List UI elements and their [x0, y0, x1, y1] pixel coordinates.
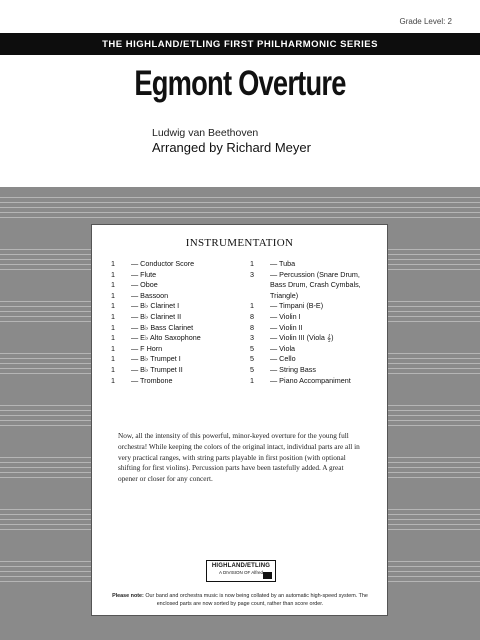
- instrument-item: [111, 365, 241, 376]
- instrument-item: [111, 376, 241, 387]
- instrument-item: [250, 270, 375, 302]
- staff-line: [0, 202, 480, 203]
- instrument-item: [250, 376, 375, 387]
- instrument-qty: 1: [111, 280, 115, 290]
- instrument-name: — String Bass: [270, 364, 316, 374]
- instrument-item: [111, 280, 241, 291]
- instrument-qty: 5: [250, 354, 254, 364]
- instrument-qty: 5: [250, 343, 254, 353]
- instrument-qty: 1: [250, 301, 254, 311]
- note-label: Please note:: [112, 593, 144, 599]
- instrument-name: — B♭ Clarinet I: [131, 301, 180, 311]
- instrument-qty: 1: [111, 343, 115, 353]
- composer: Ludwig van Beethoven: [152, 127, 259, 139]
- instrument-qty: 1: [111, 322, 115, 332]
- instrument-item: [250, 259, 375, 270]
- instrument-qty: 1: [111, 301, 115, 311]
- instrument-name: — B♭ Trumpet I: [131, 354, 181, 364]
- instrument-name: — Violin I: [270, 311, 301, 321]
- instrument-name: — Violin II: [270, 322, 303, 332]
- instrument-qty: 1: [111, 375, 115, 385]
- instrument-name: — Viola: [270, 343, 296, 353]
- instrument-name: — Bassoon: [131, 290, 169, 300]
- instrument-name: — Conductor Score: [131, 259, 195, 268]
- instrument-name: — Percussion (Snare Drum, Bass Drum, Crash Cymbals, Triangle): [270, 269, 361, 300]
- instrument-name: — B♭ Bass Clarinet: [131, 322, 194, 332]
- instrument-item: [250, 323, 375, 334]
- instrument-qty: 1: [111, 364, 115, 374]
- instrument-qty: 8: [250, 322, 254, 332]
- staff-line: [0, 217, 480, 218]
- instrument-name: — Flute: [131, 269, 157, 279]
- page-title: Egmont Overture: [134, 64, 346, 103]
- alfred-mark-icon: [263, 572, 272, 579]
- instrument-qty: 1: [111, 333, 115, 343]
- instrument-item: [111, 270, 241, 281]
- logo-division: A DIVISION OF Alfred: [218, 570, 263, 575]
- instrument-item: [111, 333, 241, 344]
- instrument-name: — Tuba: [270, 259, 296, 268]
- instrument-qty: 3: [250, 333, 254, 343]
- instrument-qty: 3: [250, 269, 254, 279]
- instrument-name: — B♭ Clarinet II: [131, 311, 182, 321]
- staff-line: [0, 197, 480, 198]
- instrument-name: — F Horn: [131, 343, 163, 353]
- staff-line: [0, 207, 480, 208]
- instrument-qty: 1: [111, 290, 115, 300]
- instrument-name: — Piano Accompaniment: [270, 375, 351, 385]
- instrument-item: [111, 323, 241, 334]
- instrument-name: — Cello: [270, 354, 296, 364]
- instrumentation-heading: INSTRUMENTATION: [185, 237, 294, 249]
- instrument-name: — Oboe: [131, 280, 158, 290]
- instrument-item: [111, 354, 241, 365]
- instrument-item: [250, 354, 375, 365]
- instrument-qty: 1: [111, 259, 115, 268]
- instrument-list-right: [250, 259, 375, 386]
- instrument-name: — Violin III (Viola 𝄞): [270, 333, 334, 343]
- instrument-qty: 1: [250, 259, 254, 268]
- instrument-item: [250, 365, 375, 376]
- instrument-qty: 1: [250, 375, 254, 385]
- instrument-item: [250, 333, 375, 344]
- instrument-item: [250, 301, 375, 312]
- instrument-item: [111, 312, 241, 323]
- series-banner: THE HIGHLAND/ETLING FIRST PHILHARMONIC SERIES: [0, 33, 480, 55]
- instrument-item: [250, 344, 375, 355]
- note-text: Our band and orchestra music is now being collated by an automatic high-speed system. The enclosed parts are now sorted by page count, rather than score order.: [143, 593, 368, 607]
- instrument-name: — E♭ Alto Saxophone: [131, 333, 201, 343]
- instrument-item: [111, 259, 241, 270]
- publisher-logo: [206, 560, 276, 582]
- instrument-qty: 1: [111, 354, 115, 364]
- instrument-item: [250, 312, 375, 323]
- grade-level: Grade Level: 2: [399, 17, 452, 26]
- collation-note: [104, 592, 376, 608]
- description: Now, all the intensity of this powerful, minor-keyed overture for the young full orchestra! While keeping the colors of the original intact, individual parts are all in very practical ranges, with string parts playable in first position (with optional shifting for first violins). Percussion parts have been tastefully added. A great opener or closer for any concert.: [118, 431, 360, 484]
- instrument-qty: 1: [111, 269, 115, 279]
- instrument-list-left: [111, 259, 241, 386]
- instrument-item: [111, 291, 241, 302]
- instrument-item: [111, 344, 241, 355]
- instrument-name: — B♭ Trumpet II: [131, 364, 183, 374]
- instrument-qty: 5: [250, 364, 254, 374]
- logo-name: HIGHLAND/ETLING: [211, 563, 271, 569]
- instrument-item: [111, 301, 241, 312]
- arranger: Arranged by Richard Meyer: [152, 140, 311, 155]
- staff-line: [0, 212, 480, 213]
- instrument-name: — Trombone: [131, 375, 173, 385]
- instrument-qty: 1: [111, 311, 115, 321]
- instrumentation-card: [91, 224, 388, 616]
- instrument-name: — Timpani (B-E): [270, 301, 324, 311]
- instrument-qty: 8: [250, 311, 254, 321]
